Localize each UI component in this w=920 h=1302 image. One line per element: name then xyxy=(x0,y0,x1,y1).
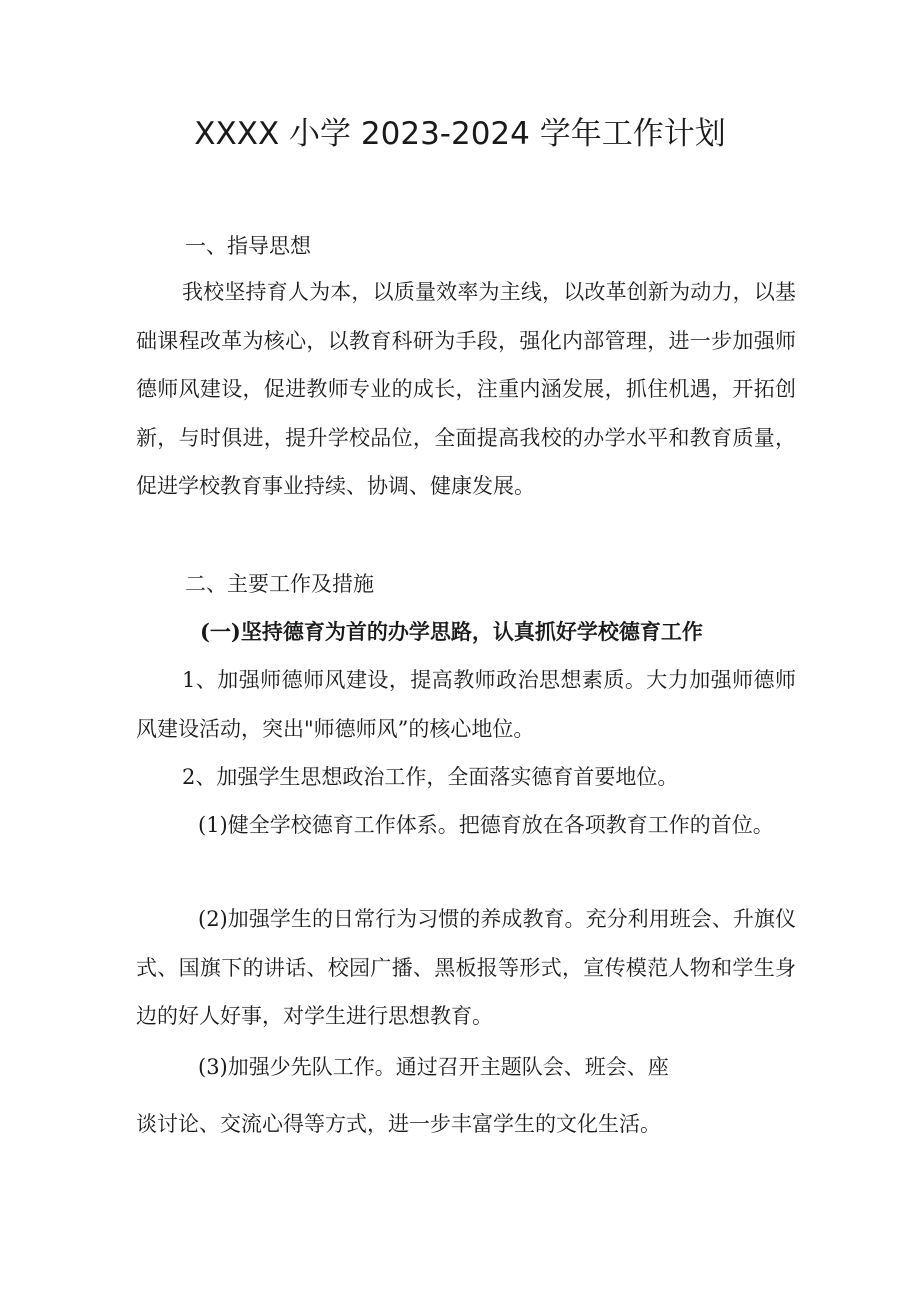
sub-item-3-line-2: 谈讨论、交流心得等方式，进一步丰富学生的文化生活。 xyxy=(136,1112,661,1136)
item-1-paragraph: 1、加强师德师风建设，提高教师政治思想素质。大力加强师德师风建设活动，突出"师德师风”的核心地位。 xyxy=(136,668,796,741)
sub-item-3-line-1: (3)加强少先队工作。通过召开主题队会、班会、座 xyxy=(198,1055,669,1079)
sub-item-2-paragraph: (2)加强学生的日常行为习惯的养成教育。充分利用班会、升旗仪式、国旗下的讲话、校园广播、黑板报等形式，宣传模范人物和学生身边的好人好事，对学生进行思想教育。 xyxy=(136,907,796,1029)
section-heading-guiding-ideology: 一、指导思想 xyxy=(185,234,311,258)
item-2-paragraph: 2、加强学生思想政治工作，全面落实德育首要地位。 xyxy=(182,765,679,789)
guiding-ideology-paragraph: 我校坚持育人为本，以质量效率为主线，以改革创新为动力，以基础课程改革为核心，以教育科研为手段，强化内部管理，进一步加强师德师风建设，促进教师专业的成长，注重内涵发展，抓住机遇，开拓创新，与时俱进，提升学校品位，全面提高我校的办学水平和教育质量，促进学校教育事业持续、协调、健康发展。 xyxy=(136,280,796,499)
section-heading-main-work: 二、主要工作及措施 xyxy=(185,572,374,596)
sub-item-1-paragraph: (1)健全学校德育工作体系。把德育放在各项教育工作的首位。 xyxy=(198,813,774,837)
document-title: XXXX 小学 2023-2024 学年工作计划 xyxy=(194,116,726,152)
subheading-moral-education: (一)坚持德育为首的办学思路，认真抓好学校德育工作 xyxy=(200,619,703,644)
